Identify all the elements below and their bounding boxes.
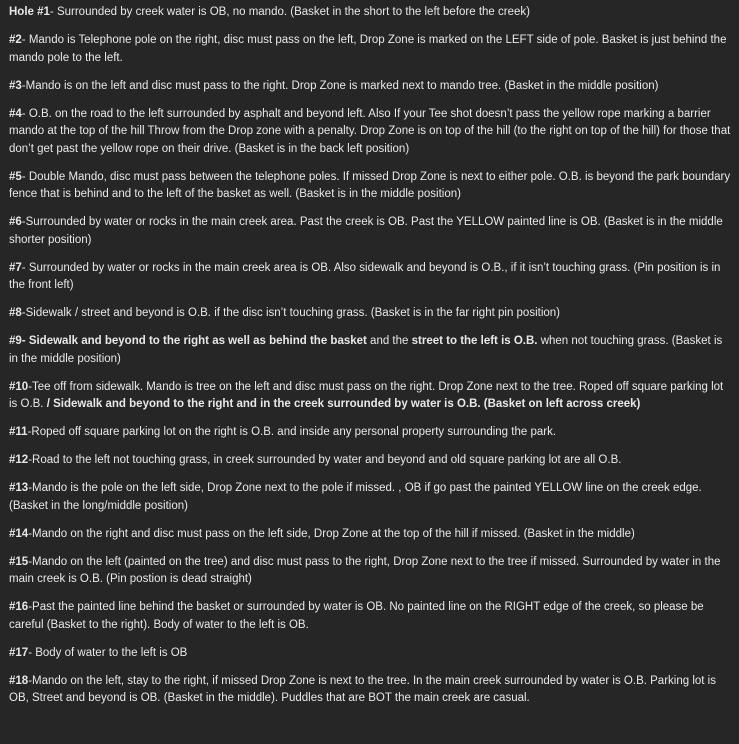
- hole-rule-text: -Sidewalk / street and beyond is O.B. if the disc isn’t touching grass. (Basket is in the far right pin position): [21, 307, 561, 319]
- hole-rule-paragraph: [9, 645, 731, 663]
- hole-rule-bold-text: #3: [9, 79, 22, 92]
- hole-rule-bold-text: #13: [9, 482, 29, 494]
- hole-rule-paragraph: [9, 106, 731, 159]
- hole-rule-paragraph: [9, 599, 731, 634]
- hole-rule-text: when not touching grass. (Basket is in the middle position): [9, 335, 723, 365]
- hole-rule-text: -Mando is on the left and disc must pass to the right. Drop Zone is marked next to mando tree. (Basket in the middle position): [21, 79, 659, 92]
- hole-rule-text: -Mando on the left (painted on the tree) and disc must pass to the right, Drop Zone next to the tree if missed. Surrounded by water in the main creek is O.B. (Pin postion is dead straight): [9, 555, 721, 585]
- hole-rule-paragraph: [9, 379, 731, 414]
- hole-rule-bold-text: #6: [9, 216, 22, 228]
- hole-rule-text: - Surrounded by water or rocks in the main creek area is OB. Also sidewalk and beyond is O.B., if it isn’t touching grass. (Pin position is in the front left): [9, 261, 721, 291]
- hole-rule-paragraph: [9, 260, 731, 295]
- hole-rule-bold-text: Hole #1: [9, 6, 50, 18]
- hole-rule-paragraph: [9, 333, 731, 368]
- hole-rule-paragraph: [9, 4, 731, 22]
- hole-rule-text: - Double Mando, disc must pass between the telephone poles. If missed Drop Zone is next to either pole. O.B. is beyond the park boundary fence that is behind and to the left of the basket as well. (Basket is in the middle position): [9, 170, 731, 200]
- hole-rule-text: -Roped off square parking lot on the right is O.B. and inside any personal property surrounding the park.: [27, 426, 557, 438]
- hole-rule-text: - O.B. on the road to the left surrounded by asphalt and beyond left. Also If your Tee shot doesn’t pass the yellow rope marking a barrier mando at the top of the hill Throw from the Drop zone with a penalty. Drop Zone is on top of the hill (to the right on top of the hill) for those that don’t get past the yellow rope on their drive. (Basket is in the back left position): [9, 107, 731, 155]
- hole-rule-paragraph: [9, 78, 731, 96]
- hole-rule-paragraph: [9, 452, 731, 470]
- hole-rule-text: -Past the painted line behind the basket or surrounded by water is OB. No painted line on the RIGHT edge of the creek, so please be careful (Basket to the right). Body of water to the left is OB.: [9, 601, 704, 631]
- hole-rule-text: -Surrounded by water or rocks in the main creek area. Past the creek is OB. Past the YELLOW painted line is OB. (Basket is in the middle shorter position): [9, 216, 723, 246]
- hole-rule-bold-text: #9- Sidewalk and beyond to the right as well as behind the basket: [9, 335, 367, 347]
- hole-rule-bold-text: #16: [9, 601, 29, 613]
- hole-rule-paragraph: [9, 480, 731, 515]
- hole-rule-paragraph: [9, 32, 731, 67]
- hole-rule-paragraph: [9, 554, 731, 589]
- hole-rule-text: -Road to the left not touching grass, in creek surrounded by water and beyond and old square parking lot are all O.B.: [28, 454, 622, 466]
- hole-rule-paragraph: [9, 169, 731, 204]
- hole-rule-text: -Mando on the right and disc must pass on the left side, Drop Zone at the top of the hill if missed. (Basket in the middle): [28, 527, 635, 540]
- hole-rule-text: -Tee off from sidewalk. Mando is tree on the left and disc must pass on the right. Drop Zone next to the tree. Roped off square parking lot is O.B.: [9, 380, 724, 410]
- hole-rule-bold-text: #17: [9, 646, 29, 659]
- hole-rule-bold-text: / Sidewalk and beyond to the right and in the creek surrounded by water is O.B. (Basket on left across creek): [46, 398, 641, 410]
- hole-rule-bold-text: #2: [9, 34, 22, 46]
- hole-rule-text: -Mando on the left, stay to the right, if missed Drop Zone is next to the tree. In the main creek surrounded by water is O.B. Parking lot is OB, Street and beyond is OB. (Basket in the middle). Puddles that are BOT the main creek are casual.: [9, 674, 716, 704]
- hole-rule-paragraph: [9, 305, 731, 323]
- hole-rule-bold-text: #18: [9, 674, 29, 687]
- hole-rule-text: - Body of water to the left is OB: [28, 646, 188, 659]
- hole-rule-bold-text: #7: [9, 261, 22, 274]
- hole-rule-bold-text: #14: [9, 527, 29, 540]
- hole-rule-bold-text: #10: [9, 380, 29, 393]
- hole-rule-paragraph: [9, 424, 731, 442]
- hole-rules-document: [9, 4, 731, 718]
- hole-rule-bold-text: #4: [9, 107, 22, 120]
- hole-rule-bold-text: street to the left is O.B.: [411, 335, 538, 347]
- hole-rule-paragraph: [9, 673, 731, 708]
- hole-rule-bold-text: #12: [9, 454, 29, 466]
- hole-rule-bold-text: #5: [9, 170, 22, 183]
- hole-rule-bold-text: #15: [9, 555, 29, 568]
- hole-rule-paragraph: [9, 526, 731, 544]
- hole-rule-bold-text: #11: [9, 426, 28, 438]
- hole-rule-bold-text: #8: [9, 307, 22, 319]
- hole-rule-text: - Surrounded by creek water is OB, no mando. (Basket in the short to the left before the creek): [49, 6, 530, 18]
- hole-rule-paragraph: [9, 214, 731, 249]
- hole-rule-text: and the: [366, 335, 412, 347]
- hole-rule-text: -Mando is the pole on the left side, Drop Zone next to the pole if missed. , OB if go past the painted YELLOW line on the creek edge. (Basket in the long/middle position): [9, 482, 702, 512]
- hole-rule-text: - Mando is Telephone pole on the right, disc must pass on the left, Drop Zone is marked on the LEFT side of pole. Basket is just behind the mando pole to the left.: [9, 34, 727, 64]
